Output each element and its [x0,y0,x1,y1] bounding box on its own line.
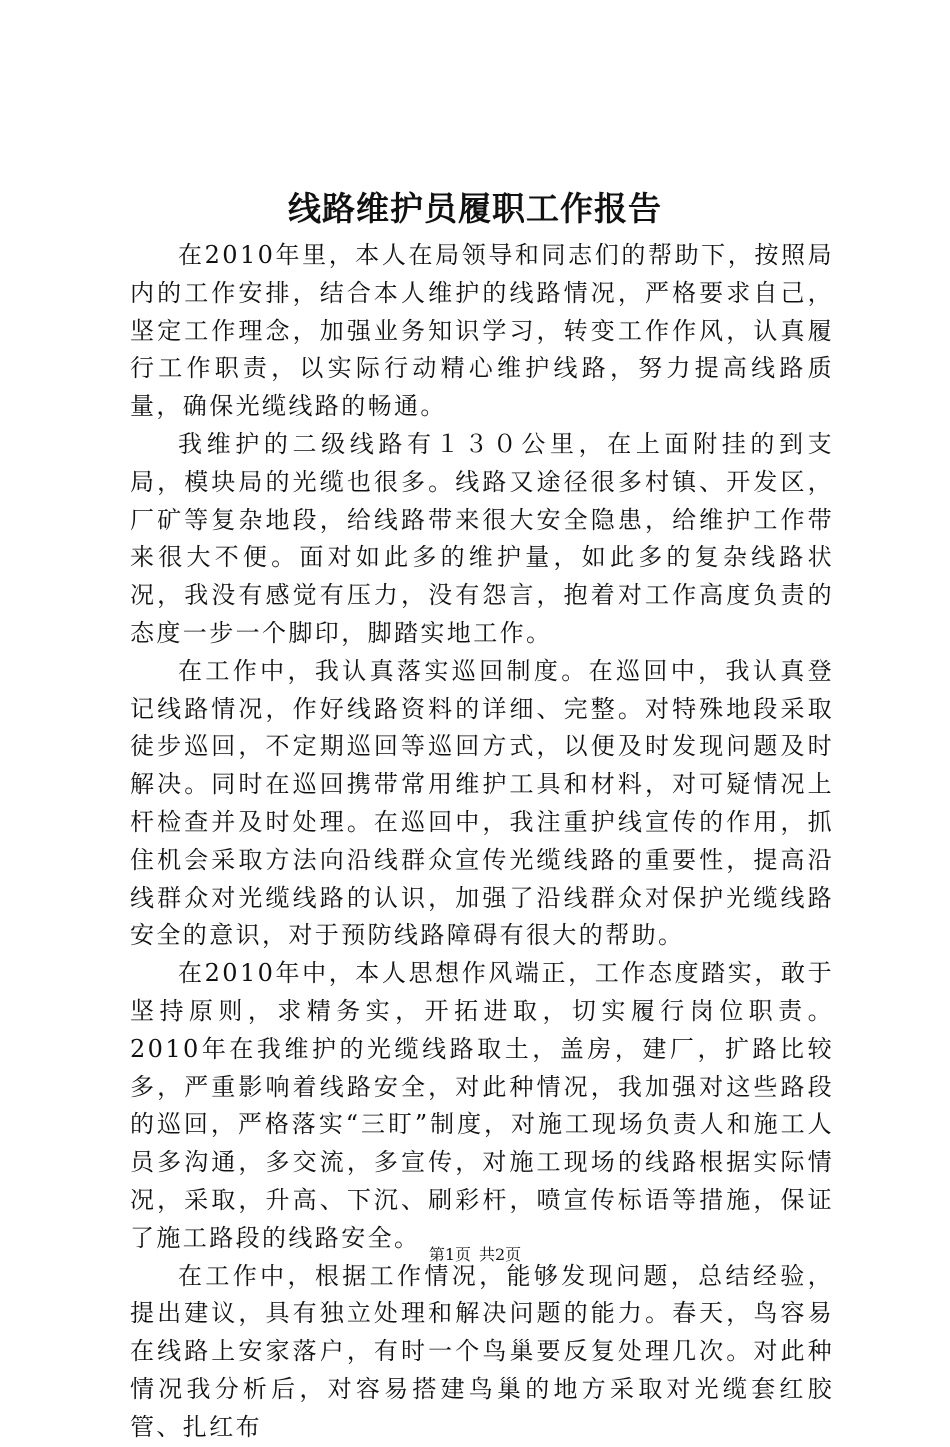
paragraph: 我维护的二级线路有１３０公里，在上面附挂的到支局，模块局的光缆也很多。线路又途径很多村镇、开发区，厂矿等复杂地段，给线路带来很大安全隐患，给维护工作带来很大不便。面对如此多的维护量，如此多的复杂线路状况，我没有感觉有压力，没有怨言，抱着对工作高度负责的态度一步一个脚印，脚踏实地工作。 [130,429,834,647]
paragraph: 在工作中，我认真落实巡回制度。在巡回中，我认真登记线路情况，作好线路资料的详细、完整。对特殊地段采取徒步巡回，不定期巡回等巡回方式，以便及时发现问题及时解决。同时在巡回携带常用维护工具和材料，对可疑情况上杆检查并及时处理。在巡回中，我注重护线宣传的作用，抓住机会采取方法向沿线群众宣传光缆线路的重要性，提高沿线群众对光缆线路的认识，加强了沿线群众对保护光缆线路安全的意识，对于预防线路障碍有很大的帮助。 [130,656,834,950]
page-number: 第1页 [428,1245,471,1264]
page-footer [0,1243,950,1267]
paragraph: 在2010年里，本人在局领导和同志们的帮助下，按照局内的工作安排，结合本人维护的线路情况，严格要求自己，坚定工作理念，加强业务知识学习，转变工作作风，认真履行工作职责，以实际行动精心维护线路，努力提高线路质量，确保光缆线路的畅通。 [130,241,834,421]
paragraph: 在工作中，根据工作情况，能够发现问题，总结经验，提出建议，具有独立处理和解决问题的能力。春天，鸟容易在线路上安家落户，有时一个鸟巢要反复处理几次。对此种情况我分析后，对容易搭建鸟巢的地方采取对光缆套红胶管、扎红布 [130,1261,834,1441]
document-title: 线路维护员履职工作报告 [288,189,662,228]
paragraph: 在2010年中，本人思想作风端正，工作态度踏实，敢于坚持原则，求精务实，开拓进取，切实履行岗位职责。2010年在我维护的光缆线路取土，盖房，建厂，扩路比较多，严重影响着线路安全，对此种情况，我加强对这些路段的巡回，严格落实“三盯”制度，对施工现场负责人和施工人员多沟通，多交流，多宣传，对施工现场的线路根据实际情况，采取，升高、下沉、刷彩杆，喷宣传标语等措施，保证了施工路段的线路安全。 [130,959,834,1252]
page-total: 共2页 [479,1245,522,1264]
